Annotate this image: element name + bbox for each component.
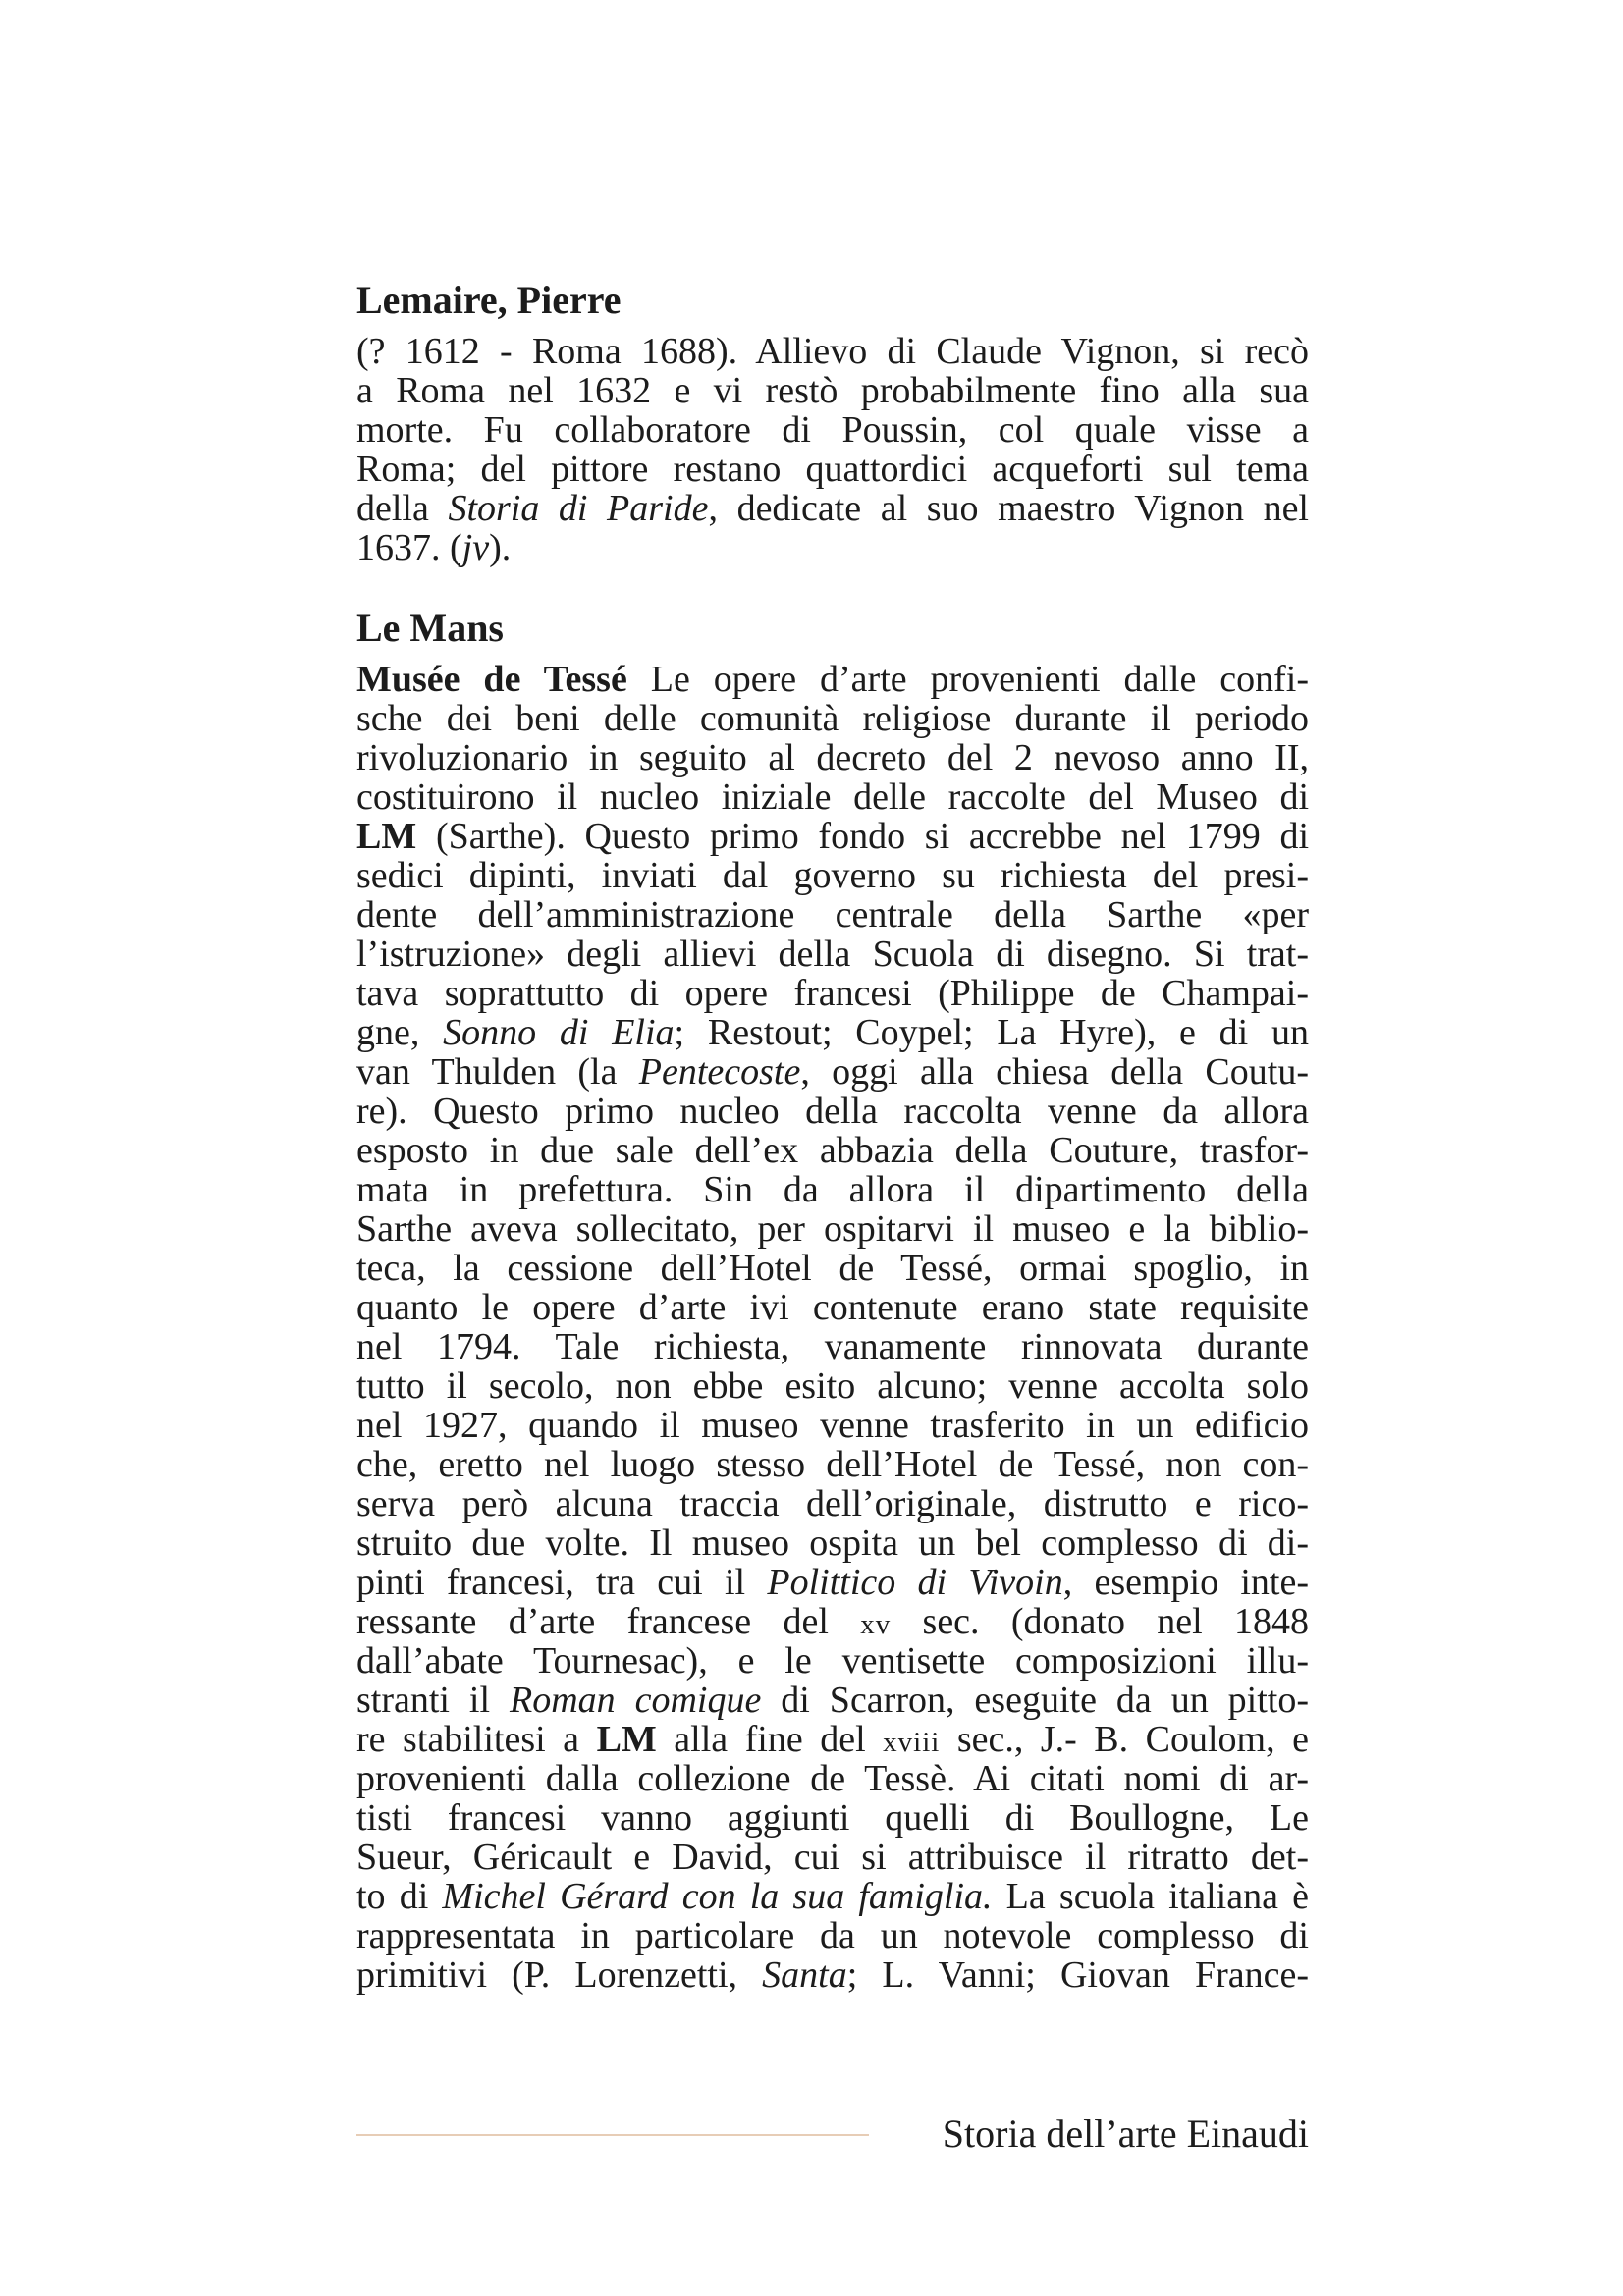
- text-run: 1637. (: [356, 527, 462, 568]
- body-line: morte. Fu collaboratore di Poussin, col quale visse a: [356, 409, 1309, 451]
- body-line: Sarthe aveva sollecitato, per ospitarvi il museo e la biblio-: [356, 1208, 1309, 1250]
- body-line: [356, 1052, 1309, 1092]
- body-line: quanto le opere d’arte ivi contenute erano state requisite: [356, 1287, 1309, 1328]
- body-line: Sueur, Géricault e David, cui si attribuisce il ritratto det-: [356, 1837, 1309, 1878]
- century-numeral: xv: [860, 1609, 892, 1640]
- text-run: (Sarthe). Questo primo fondo si accrebbe nel 1799 di: [416, 816, 1309, 857]
- text-run: Le opere d’arte provenienti dalle confi-: [626, 659, 1310, 700]
- body-line: [356, 1720, 1309, 1759]
- body-line: [356, 817, 1309, 856]
- body-line: l’istruzione» degli allievi della Scuola di disegno. Si trat-: [356, 934, 1309, 975]
- italic-title: Michel Gérard con la sua famiglia.: [442, 1876, 993, 1917]
- entry-heading-le-mans: Le Mans: [356, 606, 504, 650]
- text-run: ; Restout; Coypel; La Hyre), e di un: [674, 1012, 1309, 1053]
- text-run: to di: [356, 1876, 443, 1917]
- body-line: [356, 528, 1309, 567]
- bold-abbreviation: LM: [356, 816, 417, 857]
- italic-title: Santa: [762, 1954, 847, 1996]
- text-run: stranti il: [356, 1680, 510, 1721]
- italic-title: Roman comique: [510, 1680, 762, 1721]
- text-run: , oggi alla chiesa della Coutu-: [800, 1051, 1309, 1093]
- bold-subheading: Musée de Tessé: [356, 659, 627, 700]
- body-line: Roma; del pittore restano quattordici acqueforti sul tema: [356, 449, 1309, 490]
- text-run: , dedicate al suo maestro Vignon nel: [708, 488, 1309, 529]
- body-line: dente dell’amministrazione centrale della Sarthe «per: [356, 894, 1309, 935]
- text-run: della: [356, 488, 449, 529]
- body-line: [356, 660, 1309, 699]
- body-line: sedici dipinti, inviati dal governo su richiesta del presi-: [356, 855, 1309, 896]
- text-run: sec. (donato nel 1848: [891, 1601, 1309, 1642]
- body-line: [356, 1877, 1309, 1916]
- body-line: mata in prefettura. Sin da allora il dipartimento della: [356, 1169, 1309, 1210]
- body-line: [356, 489, 1309, 528]
- body-line: dall’abate Tournesac), e le ventisette composizioni illu-: [356, 1640, 1309, 1682]
- body-line: [356, 1602, 1309, 1641]
- text-run: ).: [489, 527, 512, 568]
- text-run: van Thulden (la: [356, 1051, 639, 1093]
- text-run: primitivi (P. Lorenzetti,: [356, 1954, 763, 1996]
- text-run: ressante d’arte francese del: [356, 1601, 861, 1642]
- text-run: sec., J.- B. Coulom, e: [940, 1719, 1309, 1760]
- body-line: rivoluzionario in seguito al decreto del 2 nevoso anno II,: [356, 737, 1309, 778]
- body-line: tutto il secolo, non ebbe esito alcuno; venne accolta solo: [356, 1365, 1309, 1407]
- body-line: serva però alcuna traccia dell’originale, distrutto e rico-: [356, 1483, 1309, 1524]
- italic-title: Polittico di Vivoin: [767, 1562, 1063, 1603]
- italic-title: Sonno di Elia: [443, 1012, 675, 1053]
- text-run: pinti francesi, tra cui il: [356, 1562, 768, 1603]
- body-line: nel 1927, quando il museo venne trasferito in un edificio: [356, 1405, 1309, 1446]
- body-line: (? 1612 - Roma 1688). Allievo di Claude Vignon, si recò: [356, 331, 1309, 372]
- body-line: rappresentata in particolare da un notevole complesso di: [356, 1915, 1309, 1956]
- body-line: tava soprattutto di opere francesi (Philippe de Champai-: [356, 973, 1309, 1014]
- text-run: di Scarron, eseguite da un pitto-: [761, 1680, 1309, 1721]
- body-line: [356, 1563, 1309, 1602]
- italic-title: Pentecoste: [638, 1051, 801, 1093]
- entry-heading-lemaire: Lemaire, Pierre: [356, 278, 622, 322]
- body-line: struito due volte. Il museo ospita un bel complesso di di-: [356, 1522, 1309, 1564]
- body-line: sche dei beni delle comunità religiose durante il periodo: [356, 698, 1309, 739]
- body-line: a Roma nel 1632 e vi restò probabilmente fino alla sua: [356, 370, 1309, 411]
- body-line: provenienti dalla collezione de Tessè. Ai citati nomi di ar-: [356, 1758, 1309, 1799]
- body-line: nel 1794. Tale richiesta, vanamente rinnovata durante: [356, 1326, 1309, 1367]
- body-line: tisti francesi vanno aggiunti quelli di Boullogne, Le: [356, 1797, 1309, 1839]
- text-run: gne,: [356, 1012, 444, 1053]
- author-initials: jv: [461, 527, 490, 568]
- italic-title: Storia di Paride: [448, 488, 709, 529]
- century-numeral: xviii: [883, 1727, 941, 1758]
- body-line: costituirono il nucleo iniziale delle raccolte del Museo di: [356, 776, 1309, 818]
- text-run: ; L. Vanni; Giovan France-: [846, 1954, 1310, 1996]
- text-run: re stabilitesi a: [356, 1719, 597, 1760]
- footer-divider: [356, 2134, 869, 2136]
- body-line: teca, la cessione dell’Hotel de Tessé, ormai spoglio, in: [356, 1248, 1309, 1289]
- body-line: re). Questo primo nucleo della raccolta venne da allora: [356, 1091, 1309, 1132]
- body-line: [356, 1955, 1309, 1995]
- text-run: alla fine del: [656, 1719, 884, 1760]
- footer-title: Storia dell’arte Einaudi: [942, 2111, 1309, 2156]
- body-line: [356, 1013, 1309, 1052]
- body-line: [356, 1681, 1309, 1720]
- bold-abbreviation: LM: [596, 1719, 657, 1760]
- text-run: , esempio inte-: [1062, 1562, 1310, 1603]
- text-run: La scuola italiana è: [992, 1876, 1309, 1917]
- body-line: che, eretto nel luogo stesso dell’Hotel de Tessé, non con-: [356, 1444, 1309, 1485]
- body-line: esposto in due sale dell’ex abbazia della Couture, trasfor-: [356, 1130, 1309, 1171]
